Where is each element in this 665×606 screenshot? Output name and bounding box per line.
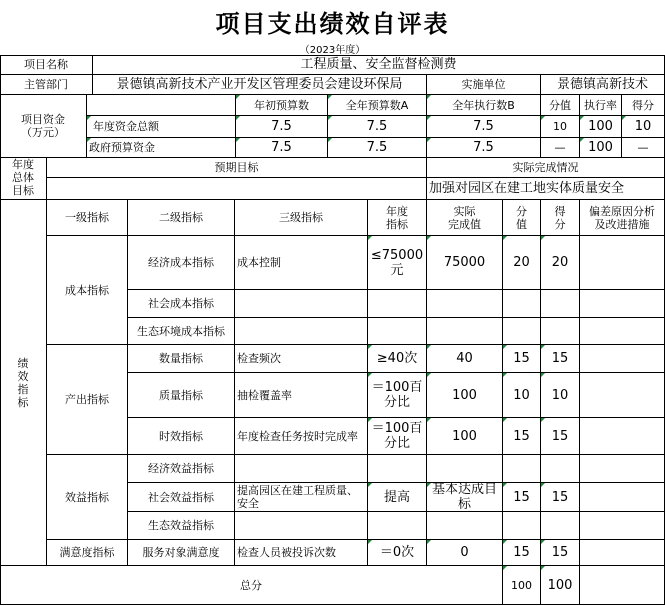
gov-budget-score: — <box>622 138 665 158</box>
budget-exec-header: 全年执行数B <box>427 95 541 116</box>
indicator-score: 15 <box>541 345 580 373</box>
indicator-level3 <box>235 290 368 318</box>
indicator-weight <box>503 290 541 318</box>
indicator-target: ＝100百分比 <box>368 373 427 418</box>
header-annual-target: 年度 指标 <box>368 200 427 236</box>
indicator-level2: 经济成本指标 <box>128 236 235 290</box>
indicator-actual <box>427 290 503 318</box>
indicator-score: 10 <box>541 373 580 418</box>
indicator-level2: 质量指标 <box>128 373 235 418</box>
header-level1: 一级指标 <box>47 200 128 236</box>
indicator-weight <box>503 512 541 540</box>
expected-goal-value <box>47 178 427 200</box>
funds-header-blank <box>87 95 236 116</box>
indicator-level3 <box>235 318 368 345</box>
annual-total-exec: 7.5 <box>427 116 541 138</box>
group-output: 产出指标 <box>47 345 128 455</box>
indicator-deviation <box>580 318 665 345</box>
indicator-target: ≥40次 <box>368 345 427 373</box>
header-level3: 三级指标 <box>235 200 368 236</box>
annual-total-score-value: 10 <box>541 116 580 138</box>
indicator-score <box>541 455 580 483</box>
indicator-score <box>541 290 580 318</box>
indicator-level2: 服务对象满意度 <box>128 540 235 566</box>
indicator-score: 15 <box>541 418 580 455</box>
indicator-actual: 0 <box>427 540 503 566</box>
indicator-weight <box>503 318 541 345</box>
indicator-weight: 15 <box>503 540 541 566</box>
annual-total-initial: 7.5 <box>236 116 328 138</box>
funds-label: 项目资金 （万元） <box>0 95 87 158</box>
header-actual-value: 实际 完成值 <box>427 200 503 236</box>
indicator-level3: 年度检查任务按时完成率 <box>235 418 368 455</box>
indicator-weight: 20 <box>503 236 541 290</box>
annual-total-full: 7.5 <box>328 116 427 138</box>
indicator-deviation <box>580 455 665 483</box>
header-level2: 二级指标 <box>128 200 235 236</box>
indicator-target <box>368 290 427 318</box>
indicator-target: ＝100百分比 <box>368 418 427 455</box>
indicator-level3: 提高园区在建工程质量、安全 <box>235 483 368 512</box>
indicator-level3: 检查人员被投诉次数 <box>235 540 368 566</box>
indicator-level3: 成本控制 <box>235 236 368 290</box>
indicator-score: 15 <box>541 540 580 566</box>
group-satisfaction: 满意度指标 <box>47 540 128 566</box>
indicator-actual <box>427 455 503 483</box>
header-deviation: 偏差原因分析 及改进措施 <box>580 200 665 236</box>
group-cost: 成本指标 <box>47 236 128 345</box>
indicator-target: ＝0次 <box>368 540 427 566</box>
indicator-score: 20 <box>541 236 580 290</box>
project-name-label: 项目名称 <box>0 55 93 75</box>
budget-initial-header: 年初预算数 <box>236 95 328 116</box>
indicator-actual: 100 <box>427 373 503 418</box>
indicator-weight <box>503 455 541 483</box>
annual-total-label: 年度资金总额 <box>87 116 236 138</box>
indicator-actual: 75000 <box>427 236 503 290</box>
indicator-target <box>368 318 427 345</box>
score-value-header: 分值 <box>541 95 580 116</box>
indicator-actual <box>427 512 503 540</box>
indicator-target <box>368 512 427 540</box>
impl-unit-label: 实施单位 <box>427 75 541 95</box>
department-value: 景德镇高新技术产业开发区管理委员会建设环保局 <box>93 75 427 95</box>
department-label: 主管部门 <box>0 75 93 95</box>
page-title: 项目支出绩效自评表 <box>215 10 450 38</box>
indicator-score <box>541 512 580 540</box>
indicator-level2: 经济效益指标 <box>128 455 235 483</box>
indicator-weight: 15 <box>503 345 541 373</box>
gov-budget-full: 7.5 <box>328 138 427 158</box>
gov-budget-initial: 7.5 <box>236 138 328 158</box>
expected-goal-header: 预期目标 <box>47 158 427 178</box>
total-label: 总分 <box>0 566 503 605</box>
indicator-target <box>368 455 427 483</box>
indicator-target: ≤75000元 <box>368 236 427 290</box>
indicator-score <box>541 318 580 345</box>
gov-budget-exec: 7.5 <box>427 138 541 158</box>
indicator-level2: 生态环境成本指标 <box>128 318 235 345</box>
total-score: 100 <box>541 566 580 605</box>
indicator-level3: 检查频次 <box>235 345 368 373</box>
indicator-level2: 社会效益指标 <box>128 483 235 512</box>
actual-status-header: 实际完成情况 <box>427 158 665 178</box>
group-benefit: 效益指标 <box>47 455 128 540</box>
actual-status-value: 加强对园区在建工地实体质量安全 <box>427 178 665 200</box>
indicator-actual: 100 <box>427 418 503 455</box>
overall-goal-label: 年度 总体 目标 <box>0 158 47 200</box>
indicator-level3 <box>235 455 368 483</box>
budget-full-header: 全年预算数A <box>328 95 427 116</box>
indicator-level3 <box>235 512 368 540</box>
perf-indicator-label: 绩 效 指 标 <box>0 200 47 566</box>
indicator-deviation <box>580 345 665 373</box>
page-subtitle: （2023年度） <box>299 45 366 56</box>
project-name-value: 工程质量、安全监督检测费 <box>93 55 665 75</box>
header-score: 得 分 <box>541 200 580 236</box>
indicator-target: 提高 <box>368 483 427 512</box>
indicator-actual: 40 <box>427 345 503 373</box>
indicator-deviation <box>580 418 665 455</box>
gov-budget-score-value: — <box>541 138 580 158</box>
indicator-actual <box>427 318 503 345</box>
gov-budget-exec-rate: 100 <box>580 138 622 158</box>
indicator-level2: 数量指标 <box>128 345 235 373</box>
annual-total-score: 10 <box>622 116 665 138</box>
indicator-weight: 15 <box>503 483 541 512</box>
total-deviation <box>580 566 665 605</box>
exec-rate-header: 执行率 <box>580 95 622 116</box>
gov-budget-label: 政府预算资金 <box>87 138 236 158</box>
indicator-deviation <box>580 540 665 566</box>
indicator-weight: 10 <box>503 373 541 418</box>
indicator-actual: 基本达成目标 <box>427 483 503 512</box>
indicator-level2: 生态效益指标 <box>128 512 235 540</box>
indicator-score: 15 <box>541 483 580 512</box>
indicator-weight: 15 <box>503 418 541 455</box>
annual-total-exec-rate: 100 <box>580 116 622 138</box>
indicator-level2: 时效指标 <box>128 418 235 455</box>
indicator-deviation <box>580 236 665 290</box>
indicator-level2: 社会成本指标 <box>128 290 235 318</box>
score-header: 得分 <box>622 95 665 116</box>
indicator-deviation <box>580 483 665 512</box>
header-weight: 分 值 <box>503 200 541 236</box>
indicator-deviation <box>580 512 665 540</box>
impl-unit-value: 景德镇高新技术 <box>541 75 665 95</box>
total-weight: 100 <box>503 566 541 605</box>
indicator-deviation <box>580 290 665 318</box>
indicator-deviation <box>580 373 665 418</box>
indicator-level3: 抽检覆盖率 <box>235 373 368 418</box>
